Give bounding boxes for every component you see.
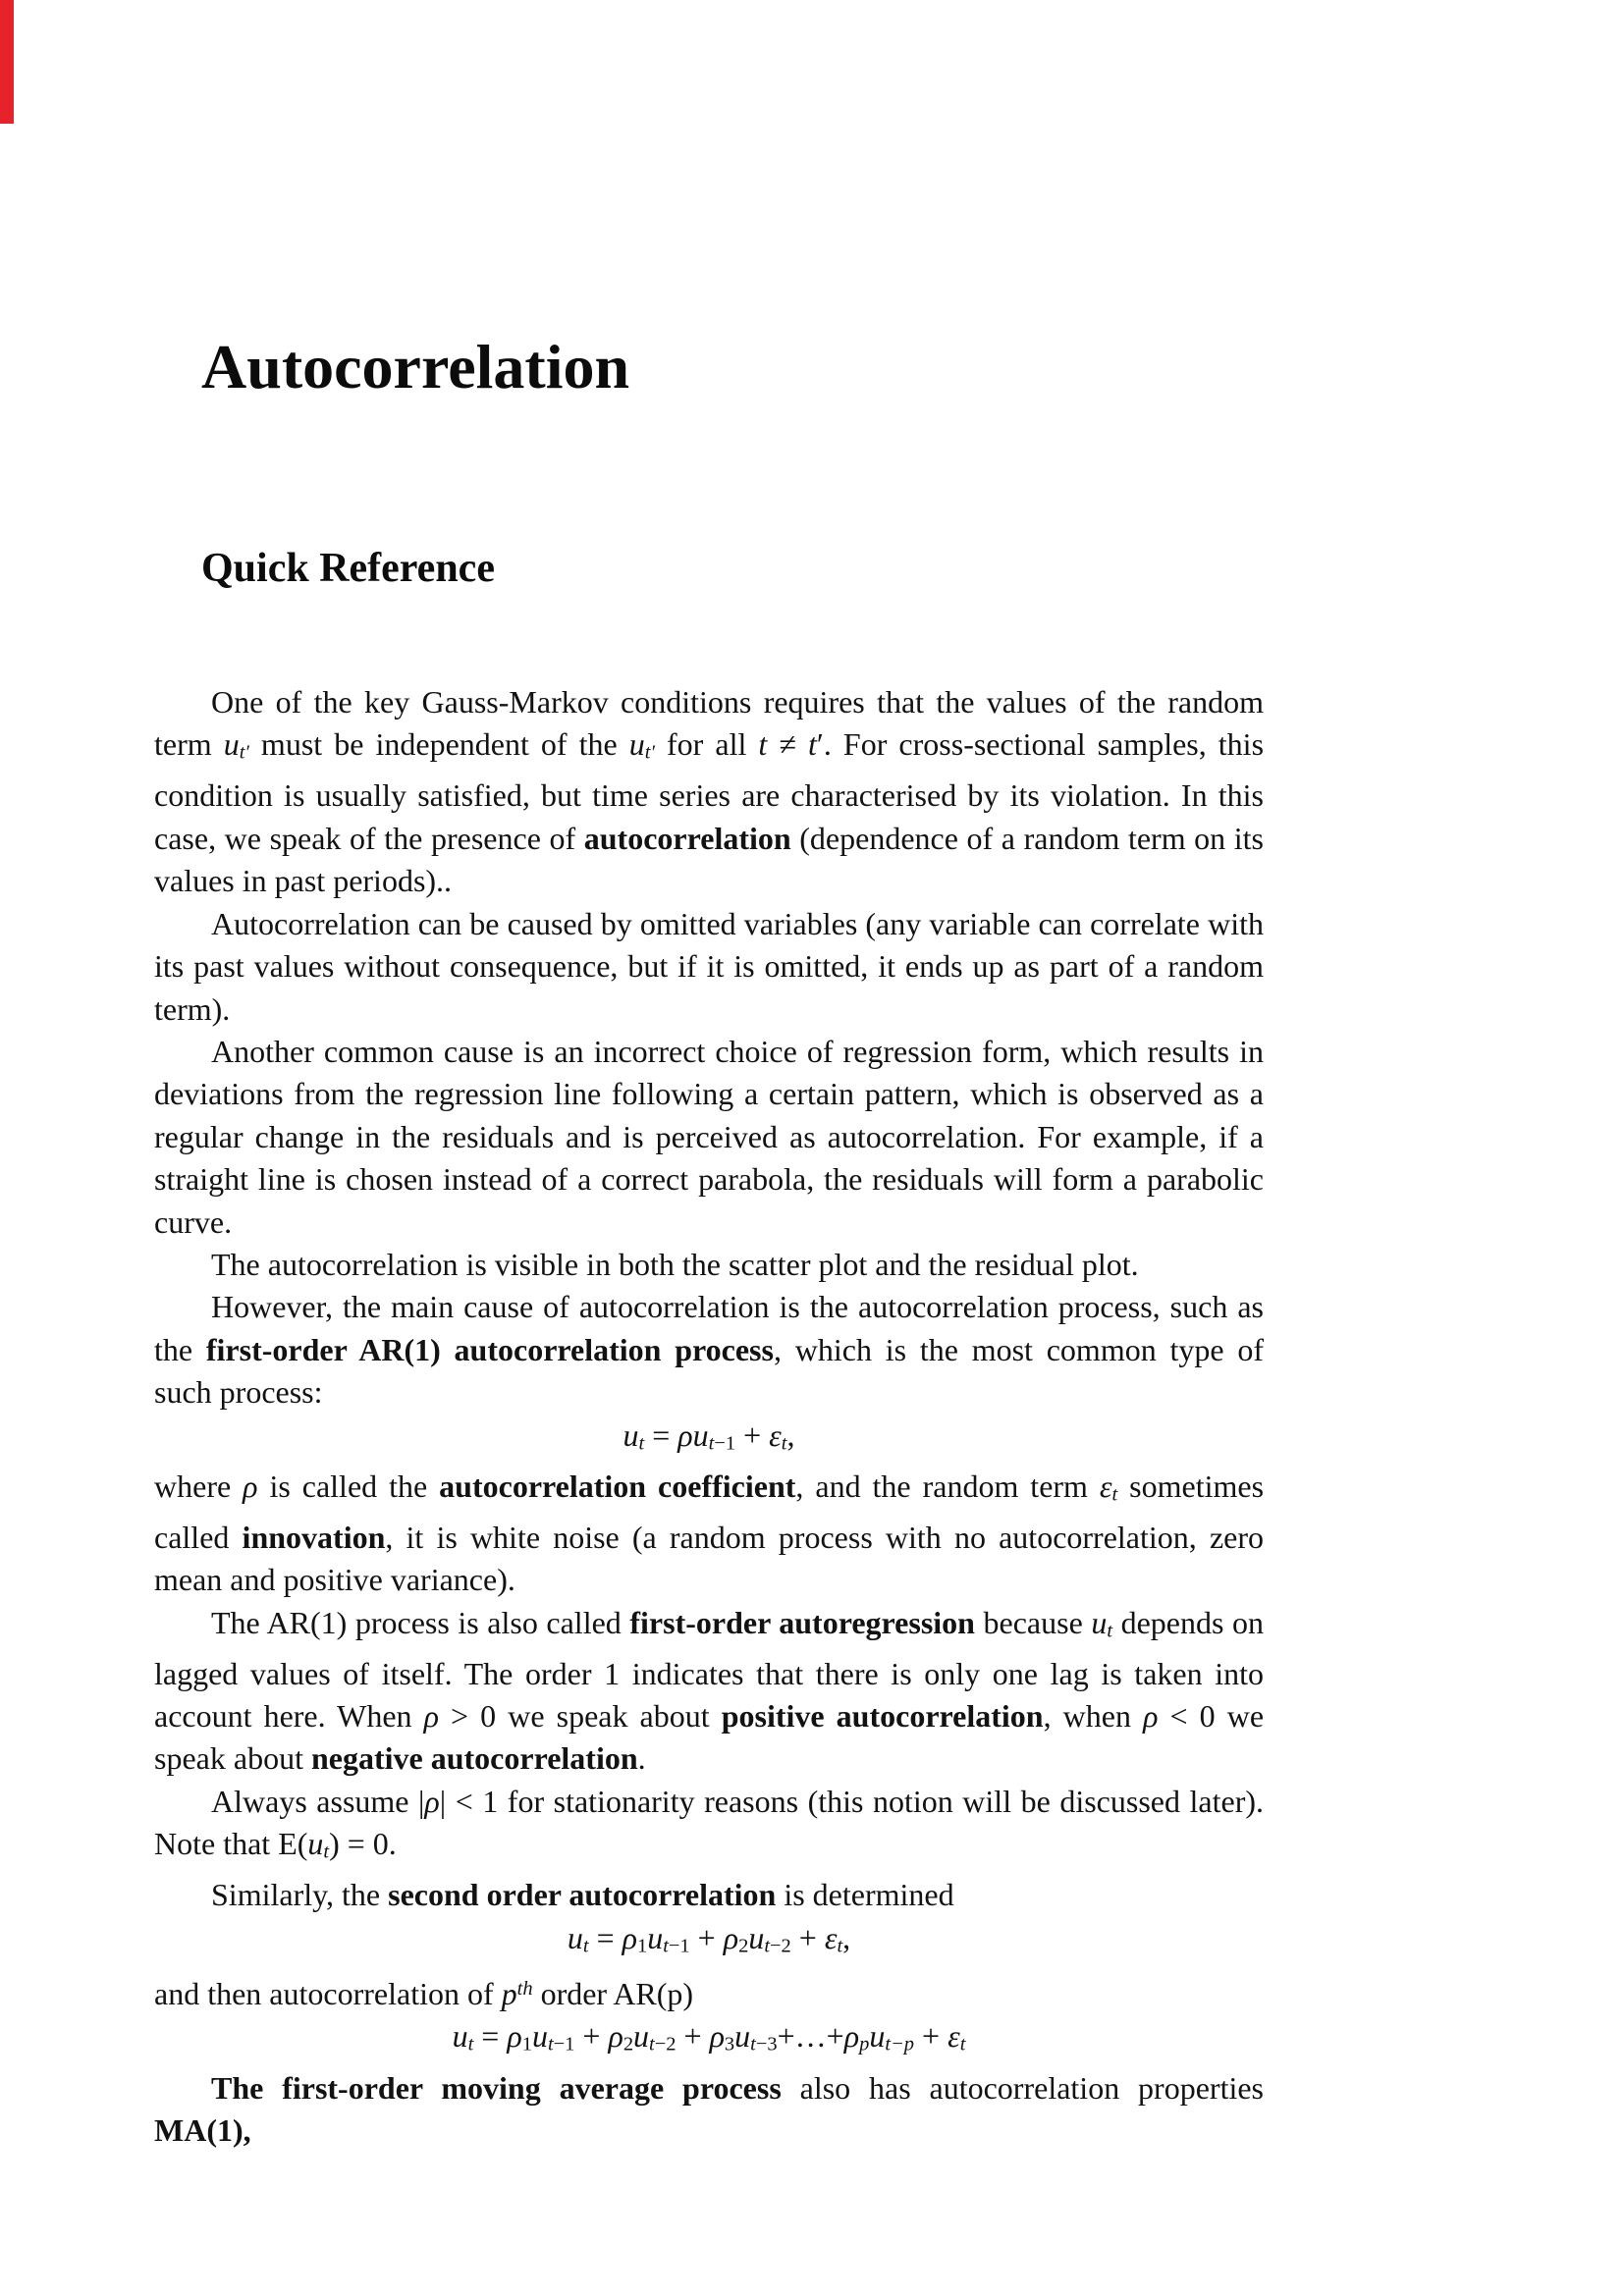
content-blocks — [154, 681, 1264, 2152]
section-heading: Quick Reference — [201, 546, 495, 591]
paragraph: Another common cause is an incorrect choice of regression form, which results in deviations from the regression line following a certain pattern, which is observed as a regular change in the residuals and is perceived as autocorrelation. For example, if a straight line is chosen instead of a correct parabola, the residuals will form a parabolic curve. — [154, 1033, 1264, 1240]
paragraph: where ρ is called the autocorrelation coefficient, and the random term εt sometimes called innovation, it is white noise (a random process with no autocorrelation, zero mean and positive variance). — [154, 1468, 1265, 1598]
chapter-title: Autocorrelation — [201, 332, 630, 401]
paragraph: and then autocorrelation of $p^{th}$ order AR(p) — [154, 1976, 694, 2012]
paragraph: The autocorrelation is visible in both the scatter plot and the residual plot. — [211, 1246, 1139, 1282]
paragraph: The first-order moving average process also has autocorrelation properties MA(1), — [154, 2069, 1264, 2148]
page-content — [154, 0, 1264, 2152]
formula: ut = ρ1ut−1 + ρ2ut−2 + ρ3ut−3+…+ρput−p + εt — [452, 2018, 966, 2056]
formula: ut = ρut−1 + εt, — [623, 1416, 795, 1455]
bookmark-ribbon — [0, 0, 14, 124]
paragraph: Always assume |ρ| < 1 for stationarity reasons (this notion will be discussed later). Note that E(ut) = 0. — [154, 1783, 1265, 1863]
paragraph: However, the main cause of autocorrelation is the autocorrelation process, such as the first-order AR(1) autocorrelation process, which is the most common type of such process: — [154, 1289, 1265, 1411]
paragraph: Autocorrelation can be caused by omitted variables (any variable can correlate with its past values without consequence, but if it is omitted, it ends up as part of a random term). — [154, 905, 1264, 1027]
paragraph: Similarly, the second order autocorrelation is determined — [211, 1877, 954, 1913]
paragraph: The AR(1) process is also called first-order autoregression because ut depends on lagged values of itself. The order 1 indicates that there is only one lag is taken into account here. When ρ > 0 we speak about positive autocorrelation, when ρ < 0 we speak about negative autocorrelation. — [154, 1604, 1265, 1777]
formula: ut = ρ1ut−1 + ρ2ut−2 + εt, — [567, 1919, 851, 1957]
paragraph: One of the key Gauss-Markov conditions requires that the values of the random term ut′ must be independent of the ut′ for all t ≠ t′. For cross-sectional samples, this condition is usually satisfied, but time series are characterised by its violation. In this case, we speak of the presence of autocorrelation (dependence of a random term on its values in past periods).. — [154, 684, 1265, 899]
